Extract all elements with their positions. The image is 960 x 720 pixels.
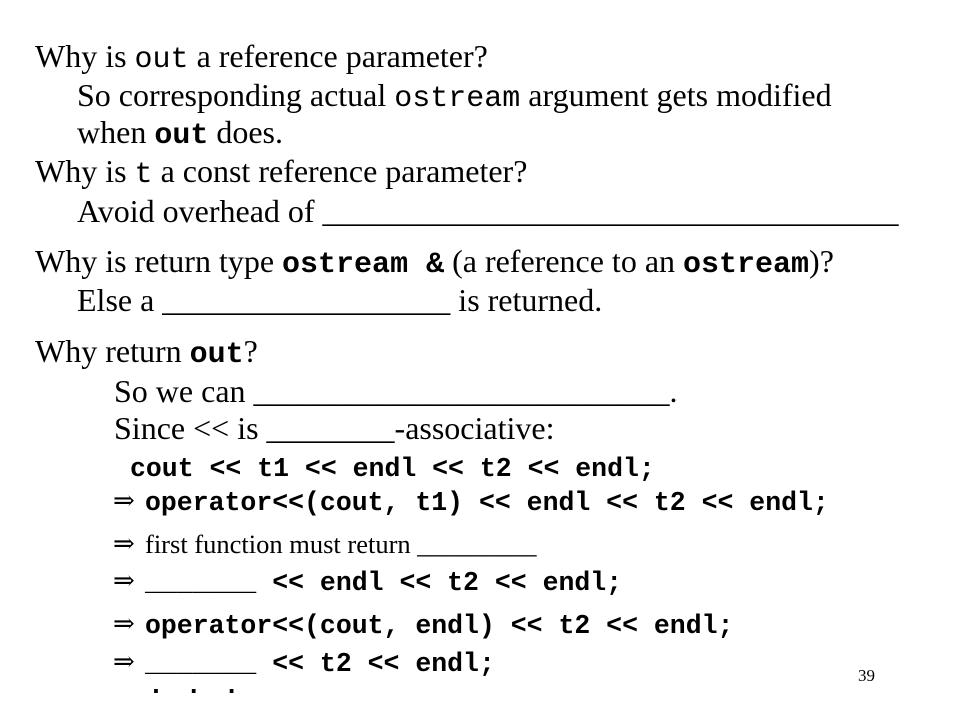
answer-text: So corresponding actual bbox=[77, 77, 395, 113]
answer-text: does. bbox=[208, 114, 283, 150]
question-t-const-reference bbox=[35, 155, 527, 191]
question-return-out bbox=[35, 335, 258, 371]
question-return-type bbox=[35, 245, 834, 281]
fill-in-blank: __________________________ bbox=[253, 373, 670, 409]
question-text: )? bbox=[809, 243, 834, 279]
answer-text: when bbox=[77, 114, 155, 150]
ellipsis: . . . bbox=[148, 671, 243, 701]
answer-text: argument gets modified bbox=[520, 77, 832, 113]
answer-text: Else a bbox=[77, 282, 163, 318]
question-text: Why return bbox=[35, 333, 190, 369]
answer-out-reference-line1 bbox=[77, 79, 832, 115]
inline-code: out bbox=[189, 338, 244, 372]
fill-in-blank: ____________________________________ bbox=[322, 193, 899, 229]
answer-text: is returned. bbox=[450, 282, 603, 318]
derivation-step: operator<<(cout, endl) << t2 << endl; bbox=[145, 611, 734, 641]
answer-text: Avoid overhead of bbox=[77, 193, 323, 229]
answer-text: Since << is bbox=[114, 410, 267, 446]
answer-text: . bbox=[669, 373, 678, 409]
inline-code: out bbox=[134, 43, 189, 77]
answer-out-reference-line2 bbox=[77, 116, 283, 152]
implies-arrow-icon: ⇒ bbox=[113, 529, 135, 559]
answer-return-type bbox=[77, 284, 602, 316]
question-text: Why is bbox=[35, 153, 135, 189]
derivation-step: _______ << t2 << endl; bbox=[145, 649, 495, 679]
question-out-reference bbox=[35, 40, 488, 76]
fill-in-blank: __________________ bbox=[162, 282, 451, 318]
answer-text: So we can bbox=[114, 373, 254, 409]
inline-code: ostream & bbox=[282, 248, 445, 282]
answer-t-const-reference bbox=[77, 195, 899, 227]
question-text: (a reference to an bbox=[444, 243, 684, 279]
implies-arrow-icon: ⇒ bbox=[113, 647, 135, 677]
implies-arrow-icon: ⇒ bbox=[113, 486, 135, 516]
implies-arrow-icon: ⇒ bbox=[113, 566, 135, 596]
page-number: 39 bbox=[858, 666, 875, 685]
code-expression: cout << t1 << endl << t2 << endl; bbox=[130, 454, 655, 484]
question-text: a const reference parameter? bbox=[152, 153, 528, 189]
answer-return-out-line2 bbox=[114, 412, 554, 444]
derivation-step: first function must return _________ bbox=[145, 529, 537, 559]
inline-code: ostream bbox=[683, 248, 810, 282]
question-text: Why is bbox=[35, 38, 135, 74]
inline-code: t bbox=[134, 158, 153, 192]
derivation-step: _______ << endl << t2 << endl; bbox=[145, 568, 623, 598]
inline-code: out bbox=[154, 119, 209, 153]
fill-in-blank: ________ bbox=[266, 410, 395, 446]
question-text: ? bbox=[243, 333, 258, 369]
question-text: a reference parameter? bbox=[188, 38, 488, 74]
derivation-step: operator<<(cout, t1) << endl << t2 << endl; bbox=[145, 488, 829, 518]
inline-code: ostream bbox=[394, 82, 521, 116]
answer-return-out-line1 bbox=[114, 375, 678, 407]
implies-arrow-icon: ⇒ bbox=[113, 609, 135, 639]
question-text: Why is return type bbox=[35, 243, 283, 279]
answer-text: -associative: bbox=[394, 410, 555, 446]
